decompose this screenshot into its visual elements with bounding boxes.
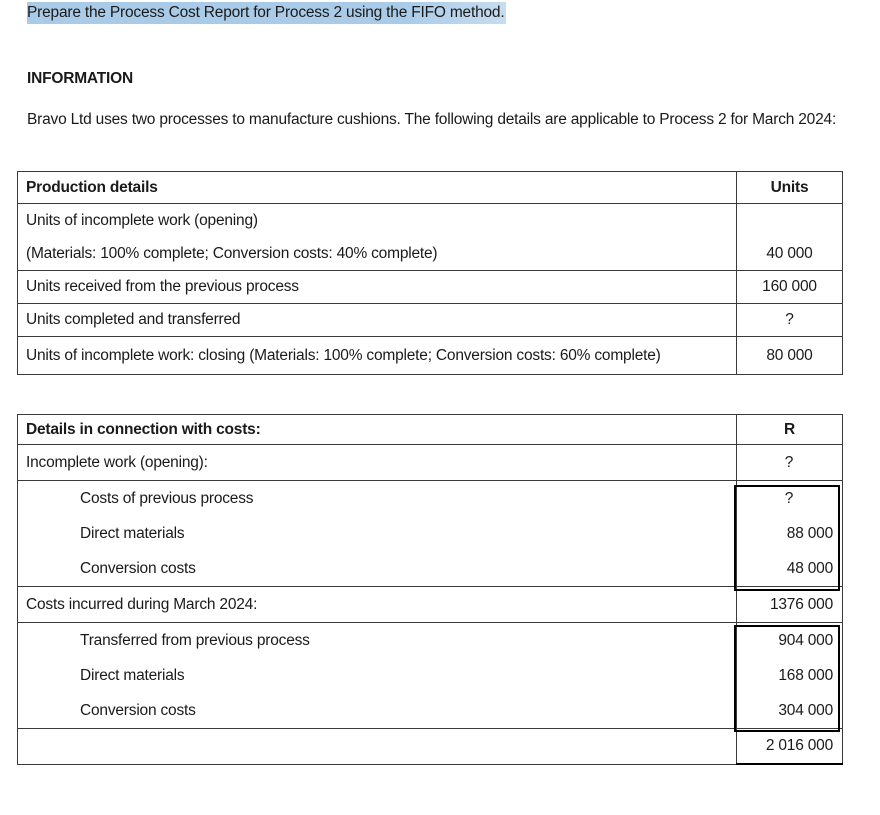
cost-header-currency: R: [737, 415, 843, 445]
closing-wip-label: Units of incomplete work: closing (Materials: 100% complete; Conversion costs: 60% complete): [18, 337, 737, 375]
cost-row-value: 48 000: [737, 551, 843, 587]
cost-total-value: 2 016 000: [737, 729, 843, 765]
units-completed-value: ?: [737, 304, 843, 337]
table-row: [18, 693, 843, 729]
production-header-label: Production details: [18, 172, 737, 204]
opening-wip-line1: Units of incomplete work (opening): [26, 212, 258, 229]
cost-row-value: 304 000: [737, 693, 843, 729]
opening-wip-units-value: 40 000: [766, 245, 813, 262]
table-row: [18, 623, 843, 659]
cost-row-label: Direct materials: [18, 658, 737, 693]
production-header-row: [18, 172, 843, 204]
units-completed-label: Units completed and transferred: [18, 304, 737, 337]
cost-row-label: Conversion costs: [18, 693, 737, 729]
table-row: [18, 445, 843, 481]
table-row: [18, 481, 843, 517]
table-row: [18, 729, 843, 765]
opening-wip-label: [18, 204, 737, 271]
cost-row-label: Transferred from previous process: [18, 623, 737, 659]
cost-row-label: Costs incurred during March 2024:: [18, 587, 737, 623]
cost-header-row: [18, 415, 843, 445]
table-row: [18, 271, 843, 304]
cost-details-table: [17, 414, 843, 765]
cost-row-value: 1376 000: [737, 587, 843, 623]
table-row: [18, 204, 843, 271]
cost-total-label: [18, 729, 737, 765]
cost-row-value: 168 000: [737, 658, 843, 693]
table-row: [18, 516, 843, 551]
units-received-value: 160 000: [737, 271, 843, 304]
table-row: [18, 551, 843, 587]
cost-row-value: ?: [737, 445, 843, 481]
cost-row-label: Incomplete work (opening):: [18, 445, 737, 481]
cost-row-value: ?: [737, 481, 843, 517]
closing-wip-value: 80 000: [737, 337, 843, 375]
table-row: [18, 658, 843, 693]
instruction-text: Prepare the Process Cost Report for Process 2 using the FIFO method.: [27, 2, 506, 24]
table-row: [18, 304, 843, 337]
information-heading: INFORMATION: [27, 70, 133, 87]
cost-row-label: Costs of previous process: [18, 481, 737, 517]
table-row: [18, 337, 843, 375]
opening-wip-line2: (Materials: 100% complete; Conversion costs: 40% complete): [26, 245, 438, 262]
cost-row-label: Conversion costs: [18, 551, 737, 587]
production-header-units: Units: [737, 172, 843, 204]
cost-row-value: 88 000: [737, 516, 843, 551]
production-details-table: [17, 171, 843, 375]
intro-paragraph: Bravo Ltd uses two processes to manufacture cushions. The following details are applicable to Process 2 for March 2024:: [27, 111, 837, 128]
cost-row-label: Direct materials: [18, 516, 737, 551]
cost-header-label: Details in connection with costs:: [18, 415, 737, 445]
table-row: [18, 587, 843, 623]
units-received-label: Units received from the previous process: [18, 271, 737, 304]
cost-row-value: 904 000: [737, 623, 843, 659]
opening-wip-units: [737, 204, 843, 271]
